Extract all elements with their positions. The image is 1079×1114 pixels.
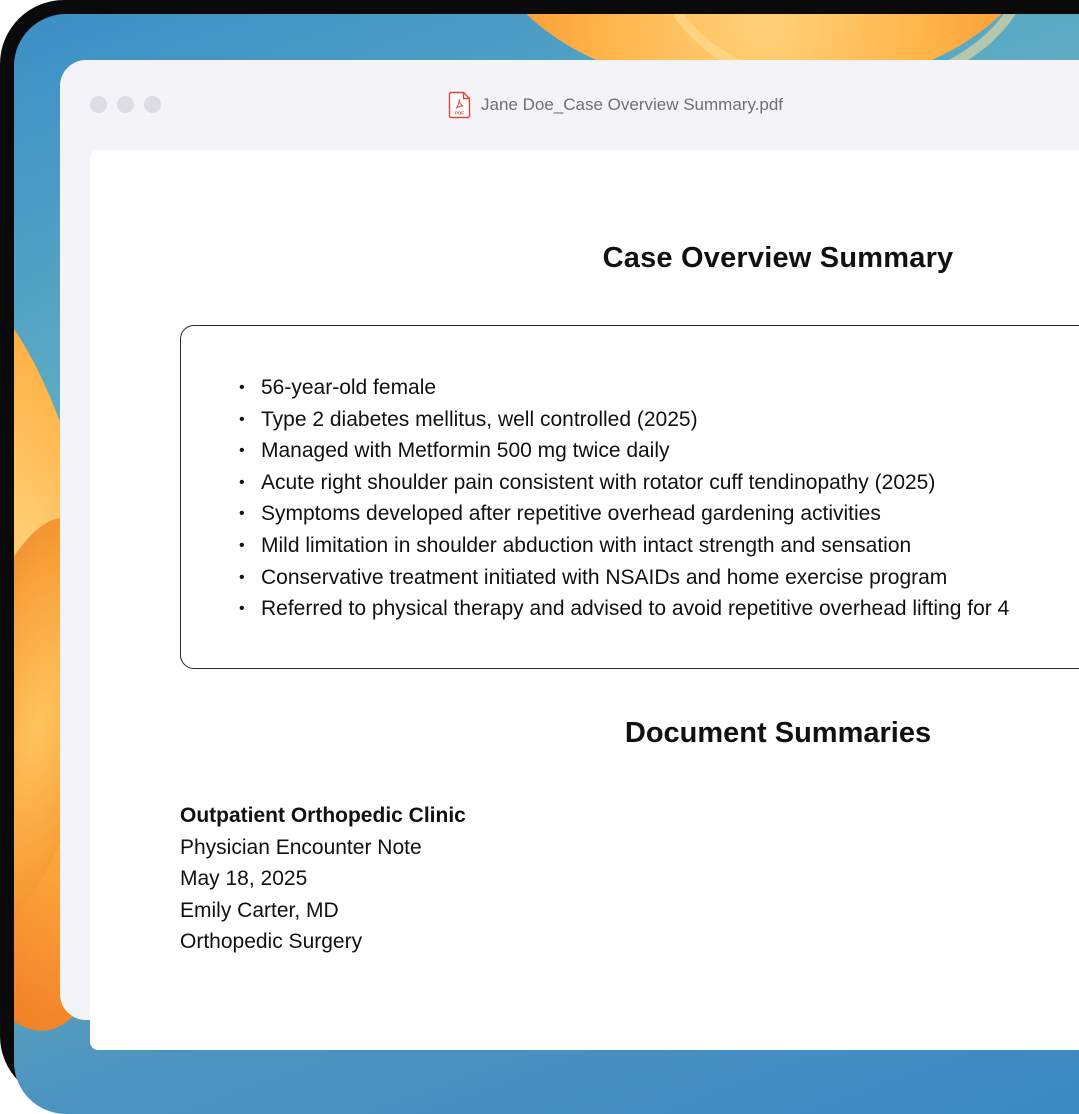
document-date: May 18, 2025: [180, 867, 308, 891]
overview-item: • Acute right shoulder pain consistent with rotator cuff tendinopathy (2025): [239, 467, 1009, 499]
maximize-window-button[interactable]: [144, 96, 161, 113]
document-summary-entry: [180, 800, 466, 958]
overview-list: [239, 372, 1009, 625]
overview-item: • Referred to physical therapy and advised to avoid repetitive overhead lifting for 4: [239, 593, 1009, 625]
physician-specialty: Orthopedic Surgery: [180, 930, 363, 954]
pdf-icon: [448, 91, 472, 119]
clinic-name: Outpatient Orthopedic Clinic: [180, 804, 466, 827]
window-title: Jane Doe_Case Overview Summary.pdf: [481, 95, 784, 114]
overview-box: [180, 325, 1079, 669]
close-window-button[interactable]: [90, 96, 107, 113]
document-type: Physician Encounter Note: [180, 835, 422, 859]
window-controls: [90, 96, 161, 113]
overview-item: • Managed with Metformin 500 mg twice daily: [239, 435, 1009, 467]
document-title: Case Overview Summary: [602, 242, 954, 274]
overview-item: • 56-year-old female: [239, 372, 1009, 404]
section-title: Document Summaries: [624, 717, 932, 749]
overview-item: • Symptoms developed after repetitive overhead gardening activities: [239, 498, 1009, 530]
window-title-bar: [448, 91, 783, 119]
overview-item: • Conservative treatment initiated with NSAIDs and home exercise program: [239, 562, 1009, 594]
document-page: [90, 150, 1079, 1050]
pdf-viewer-window: [60, 60, 1079, 1020]
minimize-window-button[interactable]: [117, 96, 134, 113]
overview-item: • Type 2 diabetes mellitus, well controlled (2025): [239, 404, 1009, 436]
physician-name: Emily Carter, MD: [180, 898, 339, 922]
svg-text:PDF: PDF: [454, 110, 465, 116]
overview-item: • Mild limitation in shoulder abduction with intact strength and sensation: [239, 530, 1009, 562]
